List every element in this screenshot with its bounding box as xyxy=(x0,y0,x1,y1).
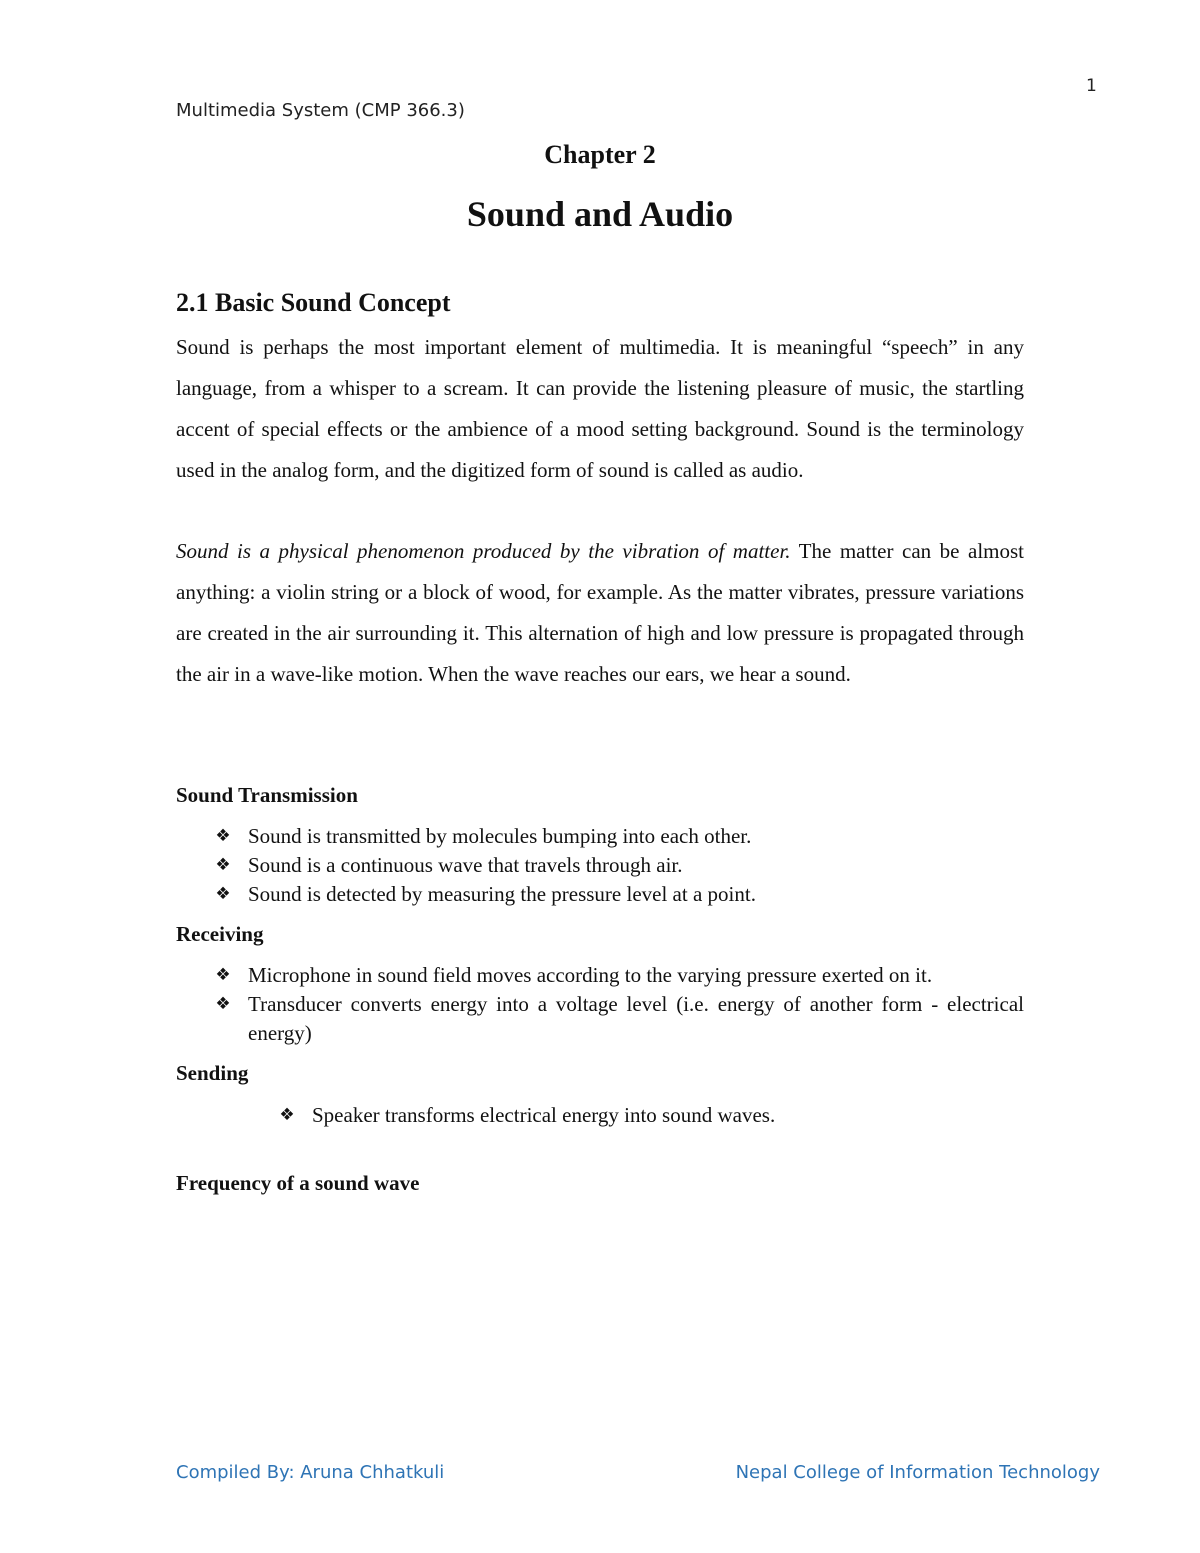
frequency-heading: Frequency of a sound wave xyxy=(176,1171,420,1195)
footer-institution: Nepal College of Information Technology xyxy=(735,1462,1100,1483)
footer-compiled-by: Compiled By: Aruna Chhatkuli xyxy=(176,1462,445,1483)
diamond-bullet-icon: ❖ xyxy=(215,965,231,985)
list-item-text: Speaker transforms electrical energy into sound waves. xyxy=(312,1103,776,1127)
diamond-bullet-icon: ❖ xyxy=(215,826,231,846)
list-item-text: Sound is transmitted by molecules bumping into each other. xyxy=(248,824,752,848)
diamond-bullet-icon: ❖ xyxy=(215,994,231,1014)
chapter-title: Sound and Audio xyxy=(466,194,734,234)
paragraph-intro: Sound is perhaps the most important element of multimedia. It is meaningful “speech” in any language, from a whisper to a scream. It can provide the listening pleasure of music, the startling accent of special effects or the ambience of a mood setting background. Sound is the terminology used in the analog form, and the digitized form of sound is called as audio. xyxy=(176,335,1024,482)
list-item-text: Sound is detected by measuring the pressure level at a point. xyxy=(248,882,756,906)
transmission-heading: Sound Transmission xyxy=(176,783,358,807)
receiving-heading: Receiving xyxy=(176,922,264,946)
sending-heading: Sending xyxy=(176,1061,249,1085)
receiving-list xyxy=(212,961,1024,1048)
list-item xyxy=(276,1101,1024,1130)
diamond-bullet-icon: ❖ xyxy=(215,884,231,904)
list-item xyxy=(212,851,1024,880)
list-item xyxy=(212,961,1024,990)
list-item xyxy=(212,822,1024,851)
running-header: Multimedia System (CMP 366.3) xyxy=(176,100,465,121)
diamond-bullet-icon: ❖ xyxy=(215,855,231,875)
list-item-text: Microphone in sound field moves according to the varying pressure exerted on it. xyxy=(248,963,933,987)
diamond-bullet-icon: ❖ xyxy=(279,1105,295,1125)
page-number: 1 xyxy=(1086,76,1097,96)
section-heading: 2.1 Basic Sound Concept xyxy=(176,288,451,317)
list-item xyxy=(212,880,1024,909)
list-item-text: Sound is a continuous wave that travels through air. xyxy=(248,853,683,877)
list-item xyxy=(212,990,1024,1048)
sending-list xyxy=(276,1101,1024,1130)
chapter-label: Chapter 2 xyxy=(544,140,656,169)
paragraph-physical-rest: The matter can be almost anything: a violin string or a block of wood, for example. As the matter vibrates, pressure variations are created in the air surrounding it. This alternation of high and low pressure is propagated through the air in a wave-like motion. When the wave reaches our ears, we hear a sound. xyxy=(176,539,1024,686)
paragraph-physical xyxy=(176,531,1024,695)
list-item-text: Transducer converts energy into a voltage level (i.e. energy of another form - electrical energy) xyxy=(248,992,1024,1045)
transmission-list xyxy=(212,822,1024,909)
paragraph-physical-italic: Sound is a physical phenomenon produced by the vibration of matter. xyxy=(176,539,791,563)
